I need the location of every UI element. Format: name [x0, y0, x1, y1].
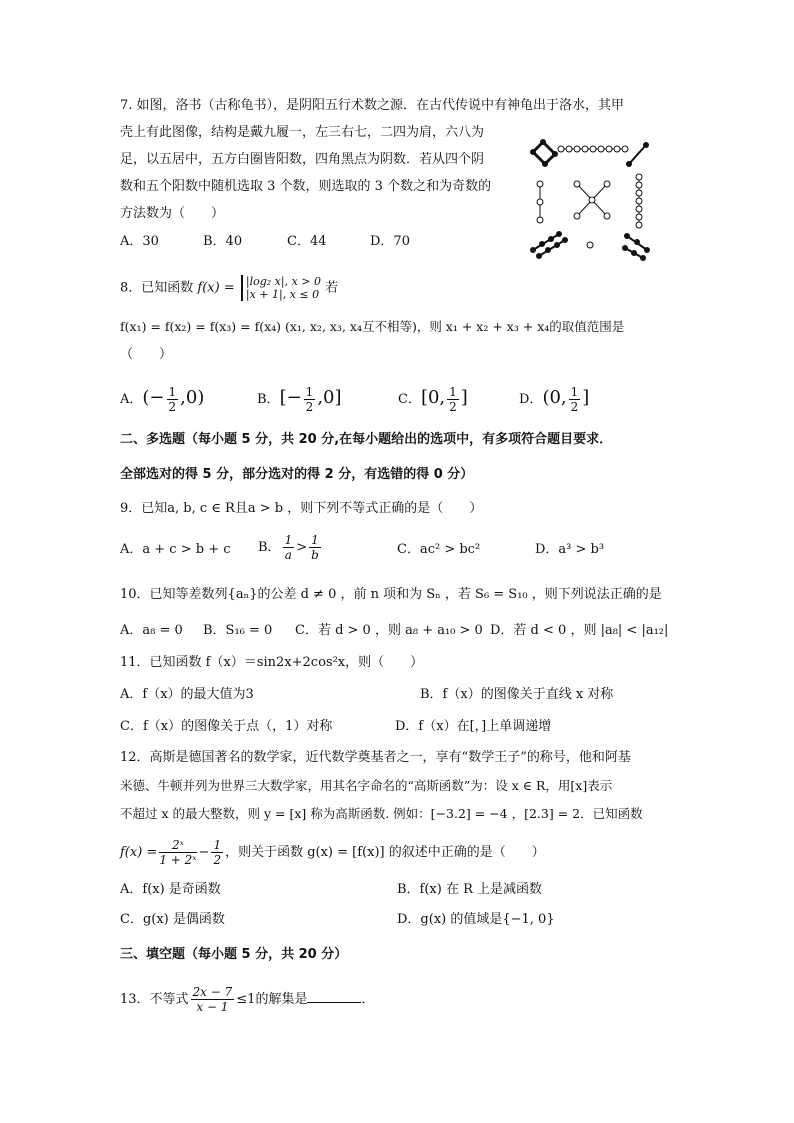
q8-option-d-den: 2: [570, 400, 579, 414]
q10-stem: 10．已知等差数列{aₙ}的公差 d ≠ 0 ，前 n 项和为 Sₙ ，若 S₆ = S₁₀ ，则下列说法正确的是: [120, 587, 662, 602]
q13-suffix: ．: [361, 992, 375, 1007]
q12-line3: 不超过 x 的最大整数，则 y = [x] 称为高斯函数. 例如：[−3.2] = −4 ，[2.3] = 2．已知函数: [120, 806, 643, 821]
q7-option-a: A．30: [120, 234, 159, 249]
q9-option-c: C．ac² > bc²: [397, 542, 481, 557]
q12-func-den2: 2: [213, 853, 222, 867]
q13-prefix: 13．不等式: [120, 992, 189, 1007]
q10-option-a: A．a₈ = 0: [120, 623, 183, 638]
luoshu-three-circles: [537, 181, 543, 223]
q7-line4: 数和五个阳数中随机选取 3 个数，则选取的 3 个数之和为奇数的: [120, 179, 492, 194]
q8-option-a-num: 1: [168, 385, 177, 399]
luoshu-six-dots: [622, 233, 650, 261]
q12-option-b: B．f(x) 在 R 上是减函数: [397, 882, 543, 897]
q11-option-b: B．f（x）的图像关于直线 x 对称: [420, 687, 614, 702]
q7-line1: 7. 如图，洛书（古称龟书），是阴阳五行术数之源．在古代传说中有神龟出于洛水，其甲: [120, 98, 625, 113]
q9-option-b-den1: a: [284, 548, 292, 562]
q12-line1: 12．高斯是德国著名的数学家，近代数学奠基者之一，享有“数学王子”的称号，他和阿基: [120, 750, 631, 765]
q9-option-b-frac1: [283, 533, 295, 562]
q8-case2: |x + 1|, x ≤ 0: [245, 288, 320, 301]
q8-option-a-den: 2: [168, 400, 177, 414]
q12-option-d: D．g(x) 的值域是{−1, 0}: [397, 912, 555, 927]
q9-option-b-label: B．: [258, 540, 281, 555]
q9-option-a: A．a + c > b + c: [120, 542, 231, 557]
q11-option-d: D．f（x）在[，]上单调递增: [395, 719, 552, 734]
q11-option-a: A．f（x）的最大值为3: [120, 687, 254, 702]
q12-func-minus: −: [198, 845, 210, 860]
q13-den: x − 1: [196, 1000, 229, 1014]
q8-line3: （ ）: [120, 347, 173, 362]
section2-heading-line1: 二、多选题（每小题 5 分，共 20 分,在每小题给出的选项中，有多项符合题目要求．: [120, 432, 613, 447]
q10-option-c: C．若 d > 0 ，则 a₈ + a₁₀ > 0: [295, 623, 483, 638]
q9-option-b-frac2: [309, 533, 321, 562]
q12-func-label: f(x) =: [120, 845, 158, 860]
q8-prefix: 8．已知函数: [120, 280, 194, 296]
q11-option-c: C．f（x）的图像关于点（，1）对称: [120, 719, 333, 734]
q8-option-c: [398, 385, 468, 414]
q13-mid: ≤1的解集是: [236, 992, 308, 1007]
q8-option-b-label: B．: [257, 392, 280, 407]
q8-option-c-right: ]: [460, 387, 468, 408]
section3-heading: 三、填空题（每小题 5 分，共 20 分）: [120, 947, 348, 962]
q8-option-c-left: [0,: [420, 387, 446, 408]
q12-func-frac1: [159, 838, 196, 867]
q8-suffix: 若: [325, 280, 339, 296]
q13-stem: [120, 985, 374, 1014]
luoshu-one-circle: [587, 242, 593, 248]
q8-option-a-frac: [167, 385, 179, 414]
q12-func-rest: ，则关于函数 g(x) = [f(x)] 的叙述中正确的是（ ）: [225, 845, 545, 860]
section2-heading-line2: 全部选对的得 5 分，部分选对的得 2 分，有选错的得 0 分）: [120, 467, 474, 482]
q8-option-b-num: 1: [305, 385, 314, 399]
q9-option-b-num1: 1: [284, 533, 293, 547]
luoshu-four-dots: [530, 139, 558, 167]
q12-line2: 米德、牛顿并列为世界三大数学家，用其名字命名的“高斯函数”为：设 x ∈ R，用[x]表示: [120, 778, 613, 793]
q8-option-c-num: 1: [449, 385, 457, 399]
q7-line5: 方法数为（ ）: [120, 206, 225, 221]
q8-option-b: [257, 385, 342, 414]
q8-option-d-frac: [569, 385, 581, 414]
q9-option-b: [258, 533, 323, 562]
q7-option-d: D．70: [370, 234, 410, 249]
q8-option-d-label: D．: [519, 392, 543, 407]
q8-option-d-left: (0,: [542, 387, 567, 408]
q9-stem: 9．已知a, b, c ∈ R且a > b ，则下列不等式正确的是（ ）: [120, 501, 483, 516]
q8-option-c-label: C．: [398, 392, 421, 407]
luoshu-eight-dots: [530, 231, 568, 259]
q12-func-num1: 2ˣ: [159, 838, 196, 853]
q7-line2: 壳上有此图像，结构是戴九履一，左三右七，二四为肩，六八为: [120, 125, 485, 140]
q12-option-c: C．g(x) 是偶函数: [120, 912, 225, 927]
q8-stem: [120, 275, 338, 301]
luoshu-five-center: [574, 181, 610, 219]
q7-line3: 足，以五居中，五方白圈皆阳数，四角黑点为阴数．若从四个阴: [120, 152, 485, 167]
q8-option-c-frac: [447, 385, 459, 414]
luoshu-nine-circles: [558, 146, 628, 152]
q10-option-d: D．若 d < 0 ，则 |a₈| < |a₁₂|: [490, 623, 669, 638]
q8-option-b-right: ,0]: [317, 387, 342, 408]
q7-option-c: C．44: [287, 234, 327, 249]
q8-option-a-label: A．: [120, 392, 143, 407]
q12-func-frac2: [211, 838, 223, 867]
q13-answer-blank[interactable]: [307, 990, 361, 1003]
q8-option-a-left: (−: [142, 387, 165, 408]
q12-func-num2: 1: [213, 838, 222, 852]
q9-option-b-num2: 1: [311, 533, 319, 547]
q8-option-d-num: 1: [570, 385, 579, 399]
q8-option-b-den: 2: [305, 400, 314, 414]
q9-option-b-den2: b: [311, 548, 319, 562]
q12-option-a: A．f(x) 是奇函数: [120, 882, 221, 897]
q10-option-b: B．S₁₆ = 0: [203, 623, 273, 638]
q12-function-line: [120, 838, 545, 867]
q8-line2: f(x₁) = f(x₂) = f(x₃) = f(x₄) (x₁, x₂, x₃, x₄互不相等)，则 x₁ + x₂ + x₃ + x₄的取值范围是: [120, 319, 625, 334]
q7-option-b: B．40: [203, 234, 243, 249]
luoshu-diagram: [525, 132, 665, 267]
q8-option-b-left: [−: [279, 387, 302, 408]
q8-func: f(x) =: [197, 280, 235, 296]
q8-option-d-right: ]: [582, 387, 590, 408]
q8-option-b-frac: [304, 385, 316, 414]
q11-stem: 11．已知函数 f（x）＝sin2x+2cos²x，则（ ）: [120, 655, 424, 670]
q8-option-d: [519, 385, 589, 414]
q8-option-a-right: ,0): [180, 387, 205, 408]
q9-option-d: D．a³ > b³: [535, 542, 605, 557]
q8-case1: |log₂ x|, x > 0: [245, 275, 321, 288]
q12-func-den1: 1 + 2ˣ: [159, 853, 197, 867]
q13-num: 2x − 7: [192, 985, 233, 999]
luoshu-two-dots: [626, 142, 649, 167]
q8-option-a: [120, 385, 204, 414]
q9-option-b-gt: >: [296, 540, 308, 555]
q13-frac: [191, 985, 235, 1014]
luoshu-seven-circles: [636, 174, 642, 228]
q8-piecewise: [241, 275, 321, 301]
q8-option-c-den: 2: [449, 400, 457, 414]
